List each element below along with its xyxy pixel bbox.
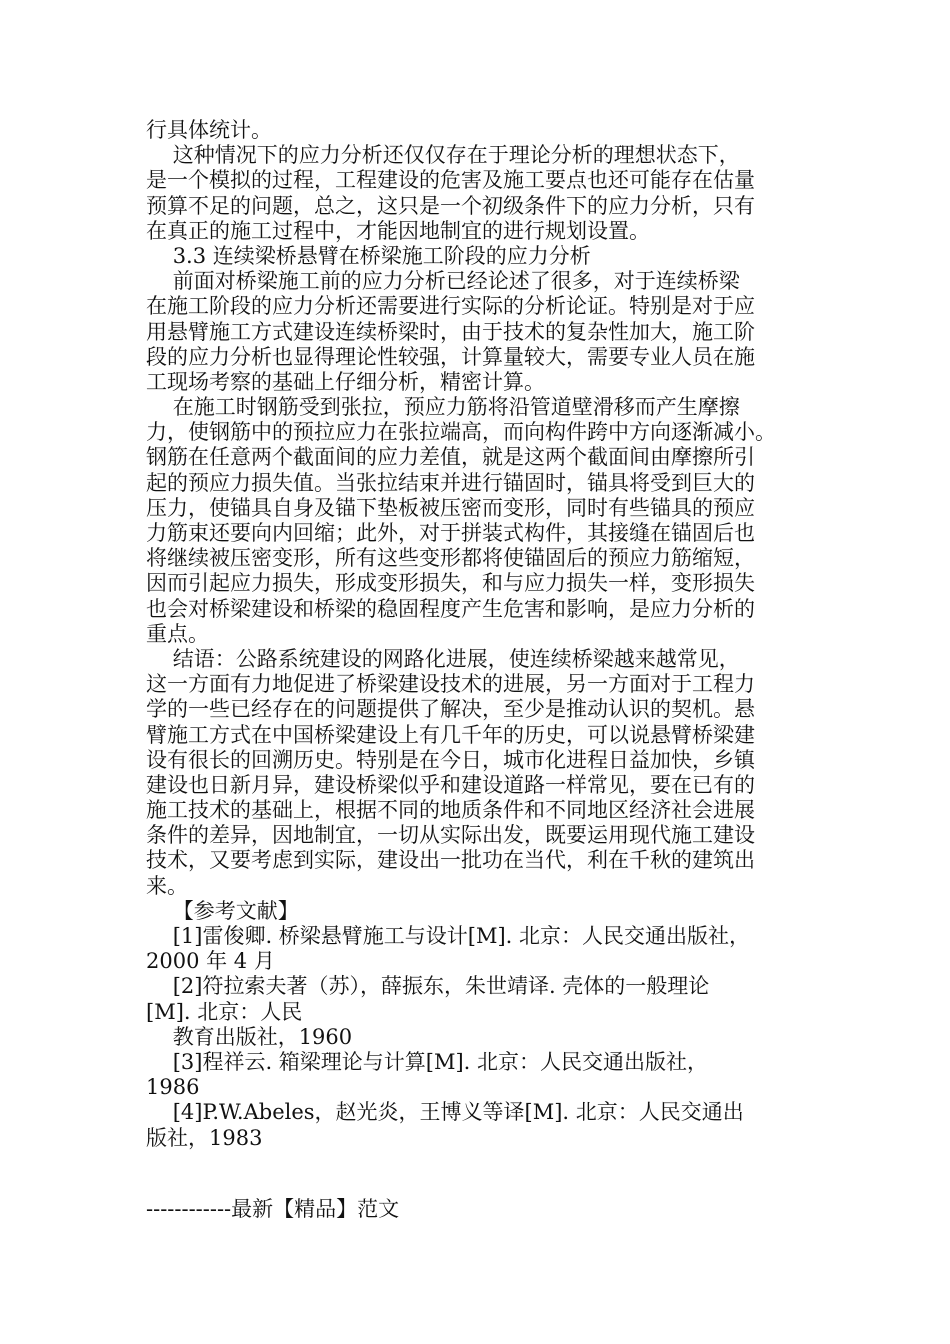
section-heading: 3.3 连续梁桥悬臂在桥梁施工阶段的应力分析 — [146, 243, 591, 268]
text-line: 是一个模拟的过程，工程建设的危害及施工要点也还可能存在估量 — [146, 168, 755, 193]
reference-line: 2000 年 4 月 — [146, 949, 275, 974]
reference-line: 版社，1983 — [146, 1125, 263, 1150]
text-line: 设有很长的回溯历史。特别是在今日，城市化进程日益加快，乡镇 — [146, 747, 755, 772]
text-line: 在施工时钢筋受到张拉，预应力筋将沿管道壁滑移而产生摩擦 — [146, 395, 740, 420]
text-line: 因而引起应力损失，形成变形损失，和与应力损失一样，变形损失 — [146, 571, 755, 596]
text-line: 行具体统计。 — [146, 118, 272, 142]
text-line: 来。 — [146, 873, 188, 898]
reference-line: [2]符拉索夫著（苏），薛振东，朱世靖译. 壳体的一般理论 — [146, 974, 710, 999]
document-body — [146, 118, 808, 1151]
text-line: 也会对桥梁建设和桥梁的稳固程度产生危害和影响，是应力分析的 — [146, 596, 755, 621]
text-line: 力筋束还要向内回缩；此外，对于拼装式构件，其接缝在锚固后也 — [146, 521, 755, 545]
text-line: 这种情况下的应力分析还仅仅存在于理论分析的理想状态下， — [146, 143, 740, 168]
footer-text: ------------最新【精品】范文 — [146, 1197, 400, 1221]
text-line: 重点。 — [146, 621, 209, 646]
reference-line: [3]程祥云. 箱梁理论与计算[M]. 北京：人民交通出版社， — [146, 1049, 709, 1074]
text-line: 臂施工方式在中国桥梁建设上有几千年的历史，可以说悬臂桥梁建 — [146, 722, 755, 747]
text-line: 压力，使锚具自身及锚下垫板被压密而变形，同时有些锚具的预应 — [146, 495, 755, 520]
text-line: 力，使钢筋中的预拉应力在张拉端高，而向构件跨中方向逐渐减小。 — [146, 420, 776, 445]
reference-line: [M]. 北京：人民 — [146, 999, 303, 1024]
reference-line: [4]P.W.Abeles，赵光炎，王博义等译[M]. 北京：人民交通出 — [146, 1100, 744, 1125]
text-line: 这一方面有力地促进了桥梁建设技术的进展，另一方面对于工程力 — [146, 672, 755, 697]
text-line: 预算不足的问题，总之，这只是一个初级条件下的应力分析，只有 — [146, 193, 755, 218]
text-line: 建设也日新月异，建设桥梁似乎和建设道路一样常见，要在已有的 — [146, 772, 755, 797]
text-line: 钢筋在任意两个截面间的应力差值，就是这两个截面间由摩擦所引 — [146, 445, 755, 470]
text-line: 在施工阶段的应力分析还需要进行实际的分析论证。特别是对于应 — [146, 294, 755, 319]
text-line: 条件的差异，因地制宜，一切从实际出发，既要运用现代施工建设 — [146, 823, 755, 848]
text-line: 前面对桥梁施工前的应力分析已经论述了很多，对于连续桥梁 — [146, 269, 740, 294]
reference-line: 1986 — [146, 1075, 200, 1100]
reference-line: 教育出版社，1960 — [146, 1024, 353, 1049]
text-line: 结语：公路系统建设的网路化进展，使连续桥梁越来越常见， — [146, 646, 740, 671]
text-line: 技术，又要考虑到实际，建设出一批功在当代，利在千秋的建筑出 — [146, 848, 755, 873]
text-line: 施工技术的基础上，根据不同的地质条件和不同地区经济社会进展 — [146, 798, 755, 823]
text-line: 起的预应力损失值。当张拉结束并进行锚固时，锚具将受到巨大的 — [146, 470, 755, 495]
text-line: 段的应力分析也显得理论性较强，计算量较大，需要专业人员在施 — [146, 344, 755, 369]
references-heading: 【参考文献】 — [146, 898, 299, 923]
text-line: 用悬臂施工方式建设连续桥梁时，由于技术的复杂性加大，施工阶 — [146, 319, 755, 344]
text-line: 工现场考察的基础上仔细分析，精密计算。 — [146, 369, 545, 394]
text-line: 在真正的施工过程中，才能因地制宜的进行规划设置。 — [146, 218, 650, 243]
text-line: 学的一些已经存在的问题提供了解决，至少是推动认识的契机。悬 — [146, 697, 755, 722]
reference-line: [1]雷俊卿. 桥梁悬臂施工与设计[M]. 北京：人民交通出版社， — [146, 924, 751, 948]
text-line: 将继续被压密变形，所有这些变形都将使锚固后的预应力筋缩短， — [146, 546, 755, 571]
